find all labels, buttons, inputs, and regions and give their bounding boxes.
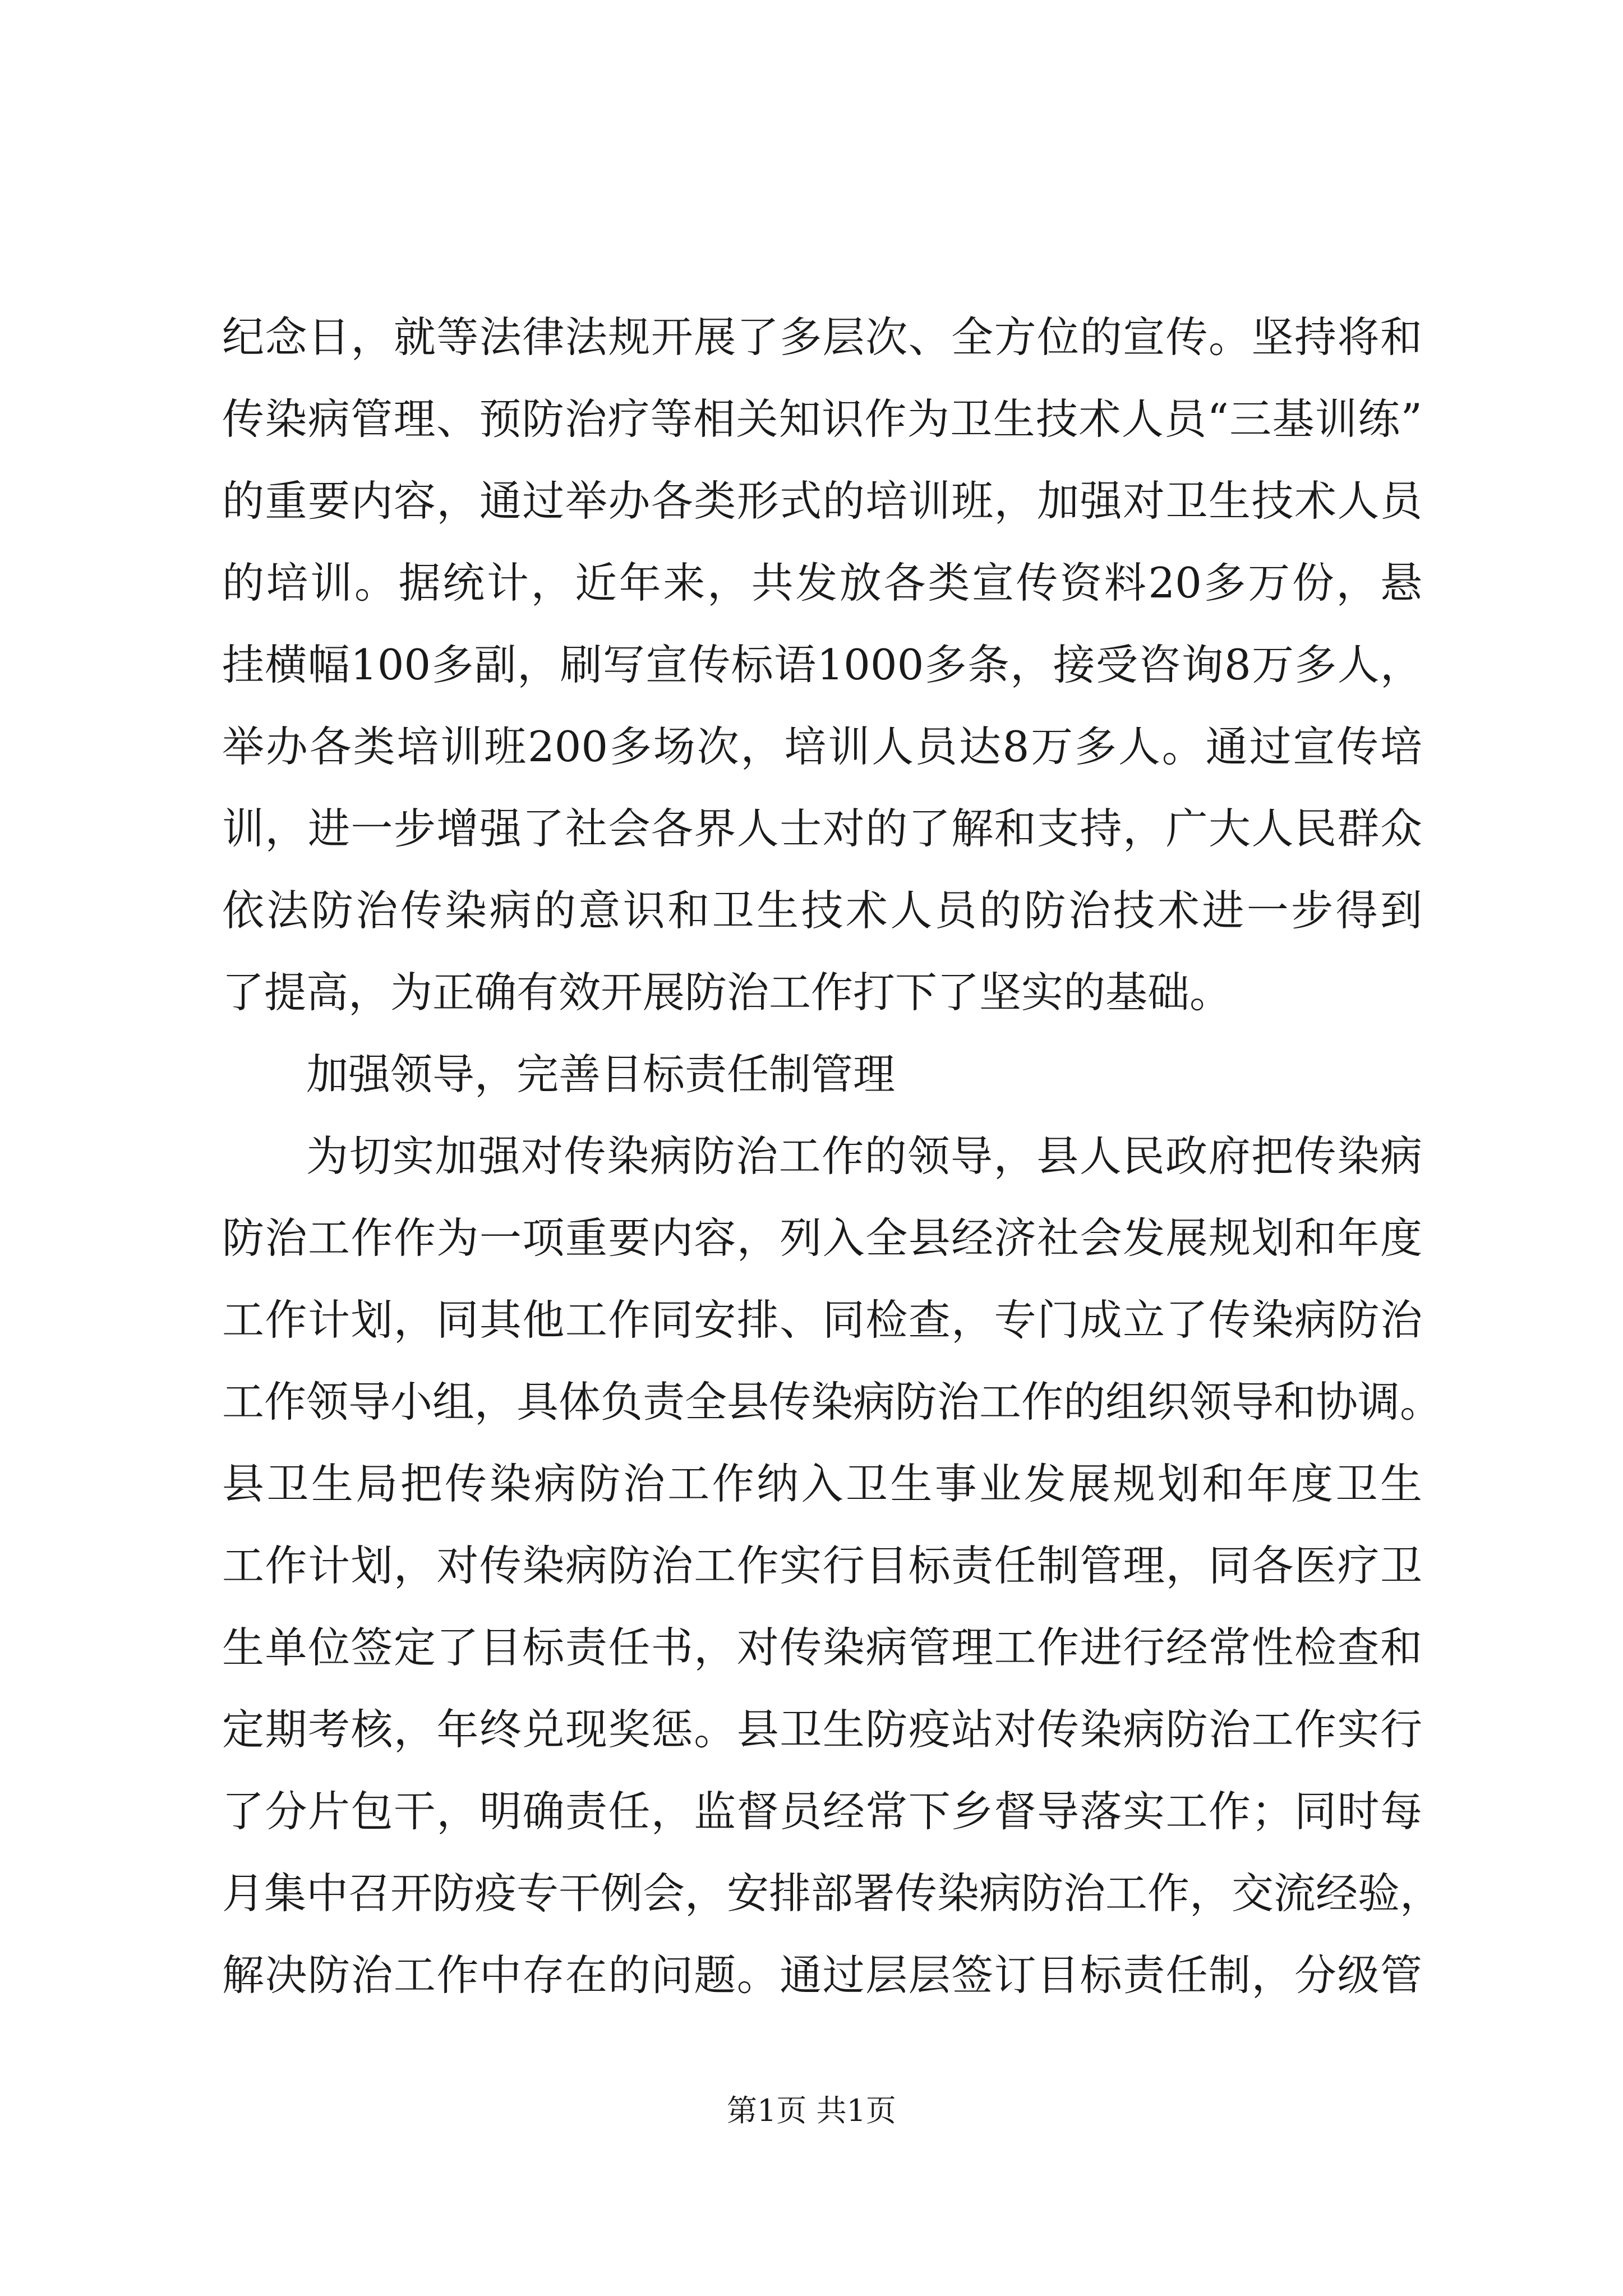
text-line: 工作计划，同其他工作同安排、同检查，专门成立了传染病防治 [222,1295,1422,1345]
text-line: 了提高，为正确有效开展防治工作打下了坚实的基础。 [222,968,1232,1017]
text-line: 的重要内容，通过举办各类形式的培训班，加强对卫生技术人员 [222,476,1422,526]
text-line: 县卫生局把传染病防治工作纳入卫生事业发展规划和年度卫生 [222,1459,1422,1508]
paragraph-1 [222,296,1422,1033]
text-line: 定期考核，年终兑现奖惩。县卫生防疫站对传染病防治工作实行 [222,1705,1422,1754]
text-line: 依法防治传染病的意识和卫生技术人员的防治技术进一步得到 [222,886,1422,935]
text-line: 防治工作作为一项重要内容，列入全县经济社会发展规划和年度 [222,1213,1422,1263]
text-line: 训，进一步增强了社会各界人士对的了解和支持，广大人民群众 [222,804,1422,853]
section-heading: 加强领导，完善目标责任制管理 [306,1050,896,1099]
text-line: 工作计划，对传染病防治工作实行目标责任制管理，同各医疗卫 [222,1541,1422,1590]
document-body [222,296,1442,2016]
text-line: 了分片包干，明确责任，监督员经常下乡督导落实工作；同时每 [222,1787,1422,1836]
text-line: 为切实加强对传染病防治工作的领导，县人民政府把传染病 [306,1131,1422,1181]
text-line: 月集中召开防疫专干例会，安排部署传染病防治工作，交流经验， [222,1869,1442,1918]
text-line: 工作领导小组，具体负责全县传染病防治工作的组织领导和协调。 [222,1377,1442,1427]
text-line: 的培训。据统计，近年来，共发放各类宣传资料20多万份，悬 [222,558,1422,608]
text-line: 生单位签定了目标责任书，对传染病管理工作进行经常性检查和 [222,1623,1422,1672]
text-line: 解决防治工作中存在的问题。通过层层签订目标责任制，分级管 [222,1950,1422,2000]
page-number-label: 第1页 共1页 [727,2093,896,2128]
text-line: 传染病管理、预防治疗等相关知识作为卫生技术人员“三基训练” [222,394,1422,444]
paragraph-2 [222,1115,1442,2016]
page-footer [0,2091,1623,2131]
text-line: 挂横幅100多副，刷写宣传标语1000多条，接受咨询8万多人， [222,640,1422,689]
text-line: 纪念日，就等法律法规开展了多层次、全方位的宣传。坚持将和 [222,312,1422,362]
text-line: 举办各类培训班200多场次，培训人员达8万多人。通过宣传培 [222,722,1422,771]
